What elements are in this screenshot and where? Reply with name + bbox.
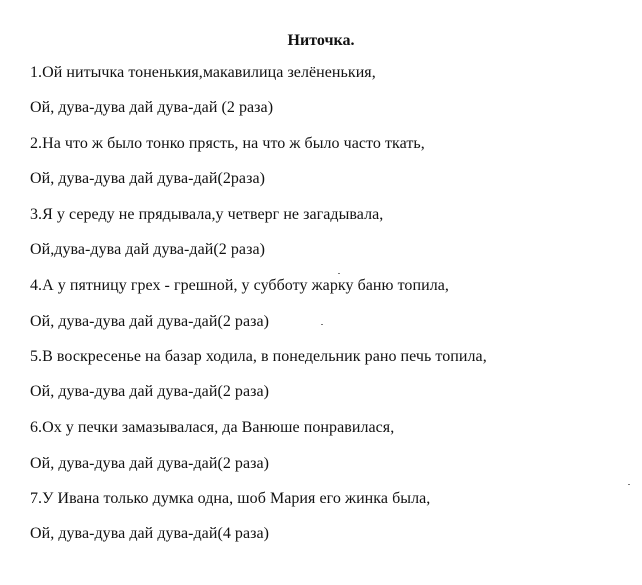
- verse-5-refrain: Ой, дува-дува дай дува-дай(2 раза): [30, 383, 270, 400]
- verse-3-line-1: 3.Я у середу не прядывала,у четверг не загадывала,: [30, 206, 384, 223]
- verse-1-refrain: Ой, дува-дува дай дува-дай (2 раза): [30, 99, 274, 116]
- scan-speck: [321, 324, 323, 325]
- verse-1-line-1: 1.Ой нитычка тоненькия,макавилица зелёненькия,: [30, 64, 376, 81]
- verse-7-line-1: 7.У Ивана только думка одна, шоб Мария его жинка была,: [30, 490, 431, 507]
- scan-speck: [628, 484, 630, 485]
- scan-speck: [338, 273, 340, 274]
- verse-2-refrain: Ой, дува-дува дай дува-дай(2раза): [30, 170, 265, 187]
- verse-4-refrain: Ой, дува-дува дай дува-дай(2 раза): [30, 313, 270, 330]
- verse-4-line-1: 4.А у пятницу грех - грешной, у субботу жарку баню топила,: [30, 277, 449, 294]
- verse-6-refrain: Ой, дува-дува дай дува-дай(2 раза): [30, 455, 270, 472]
- verse-3-refrain: Ой,дува-дува дай дува-дай(2 раза): [30, 241, 265, 258]
- verse-5-line-1: 5.В воскресенье на базар ходила, в понедельник рано печь топила,: [30, 348, 487, 365]
- verse-6-line-1: 6.Ох у печки замазывалася, да Ванюше понравилася,: [30, 419, 395, 436]
- document-title: Ниточка.: [287, 32, 355, 49]
- verse-2-line-1: 2.На что ж было тонко прясть, на что ж было часто ткать,: [30, 135, 425, 152]
- verse-7-refrain: Ой, дува-дува дай дува-дай(4 раза): [30, 525, 270, 542]
